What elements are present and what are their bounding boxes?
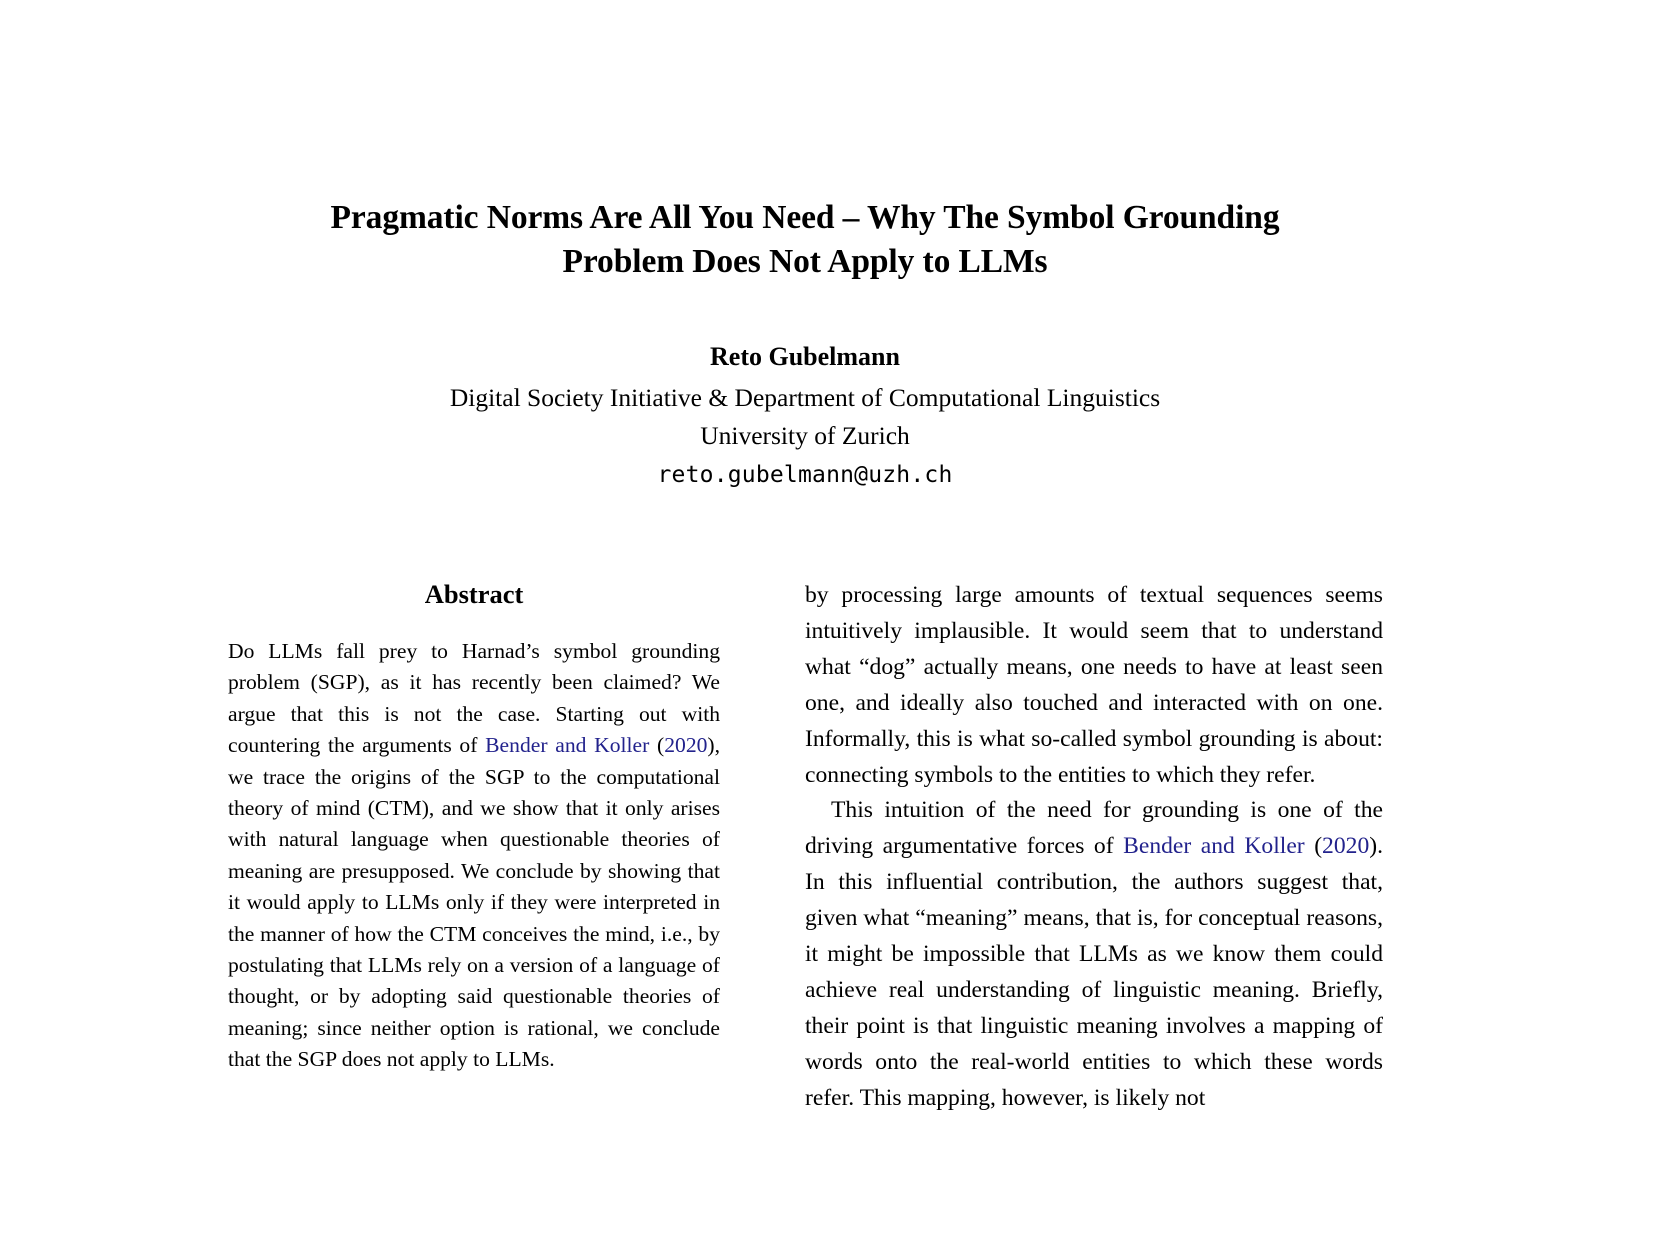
abstract-text-part-2: , we trace the origins of the SGP to the computational theory of mind (CTM), and we show that it only arises with natural language when questionable theories of meaning are presupposed. We conclude by showing that it would apply to LLMs only if they were interpreted in the manner of how the CTM conceives the mind, i.e., by postulating that LLMs rely on a version of a language of thought, or by adopting said questionable theories of meaning; since neither option is rational, we conclude that the SGP does not apply to LLMs. — [228, 733, 721, 1072]
body-paragraph-1: by processing large amounts of textual sequences seems intuitively implausible. It would seem that to understand what “dog” actually means, one needs to have at least seen one, and ideally also touched and interacted with on one. Informally, this is what so-called symbol grounding is about: connecting symbols to the entities to which they refer. — [805, 582, 1383, 788]
body-paragraph-2-part-1: This intuition of the need for grounding is one of the driving argumentative forces of — [805, 797, 1383, 860]
affiliation — [228, 379, 1382, 454]
citation-close-paren-body: ) — [1369, 833, 1378, 860]
abstract-heading: Abstract — [424, 579, 524, 609]
paper-title-line-1: Pragmatic Norms Are All You Need – Why The Symbol Grounding — [330, 199, 1280, 236]
page-title — [228, 196, 1382, 284]
two-column-body — [0, 578, 1654, 1241]
affiliation-line-2: University of Zurich — [700, 420, 910, 450]
citation-link-bender-koller-body[interactable]: Bender and Koller — [1123, 833, 1305, 860]
body-paragraph-2-part-2: . In this influential contribution, the authors suggest that, given what “meaning” means, that is, for conceptual reasons, it might be impossible that LLMs as we know them could achieve real understanding of linguistic meaning. Briefly, their point is that linguistic meaning involves a mapping of words onto the real-world entities to which these words refer. This mapping, however, is likely not — [805, 833, 1383, 1111]
abstract-body — [228, 636, 720, 1076]
affiliation-line-1: Digital Society Initiative & Department of Computational Linguistics — [449, 383, 1161, 412]
author-email[interactable]: reto.gubelmann@uzh.ch — [657, 462, 953, 488]
citation-link-bender-koller-abstract[interactable]: Bender and Koller — [485, 733, 650, 758]
author-block — [228, 338, 1382, 492]
right-column — [805, 578, 1383, 1117]
citation-year-link-body[interactable]: 2020 — [1322, 833, 1370, 860]
title-block — [228, 196, 1382, 284]
body-paragraph-2 — [805, 793, 1383, 1116]
citation-year-link-abstract[interactable]: 2020 — [664, 733, 708, 758]
citation-open-paren-body: ( — [1304, 833, 1323, 860]
abstract-text-part-1: Do LLMs fall prey to Harnad’s symbol grounding problem (SGP), as it has recently been claimed? We argue that this is not the case. Starting out with countering the arguments of — [228, 639, 720, 758]
citation-open-paren-abstract: ( — [649, 733, 665, 758]
left-column — [228, 578, 720, 1076]
citation-close-paren-abstract: ) — [707, 733, 715, 758]
author-name: Reto Gubelmann — [710, 342, 900, 371]
paper-title-line-2: Problem Does Not Apply to LLMs — [562, 243, 1048, 280]
